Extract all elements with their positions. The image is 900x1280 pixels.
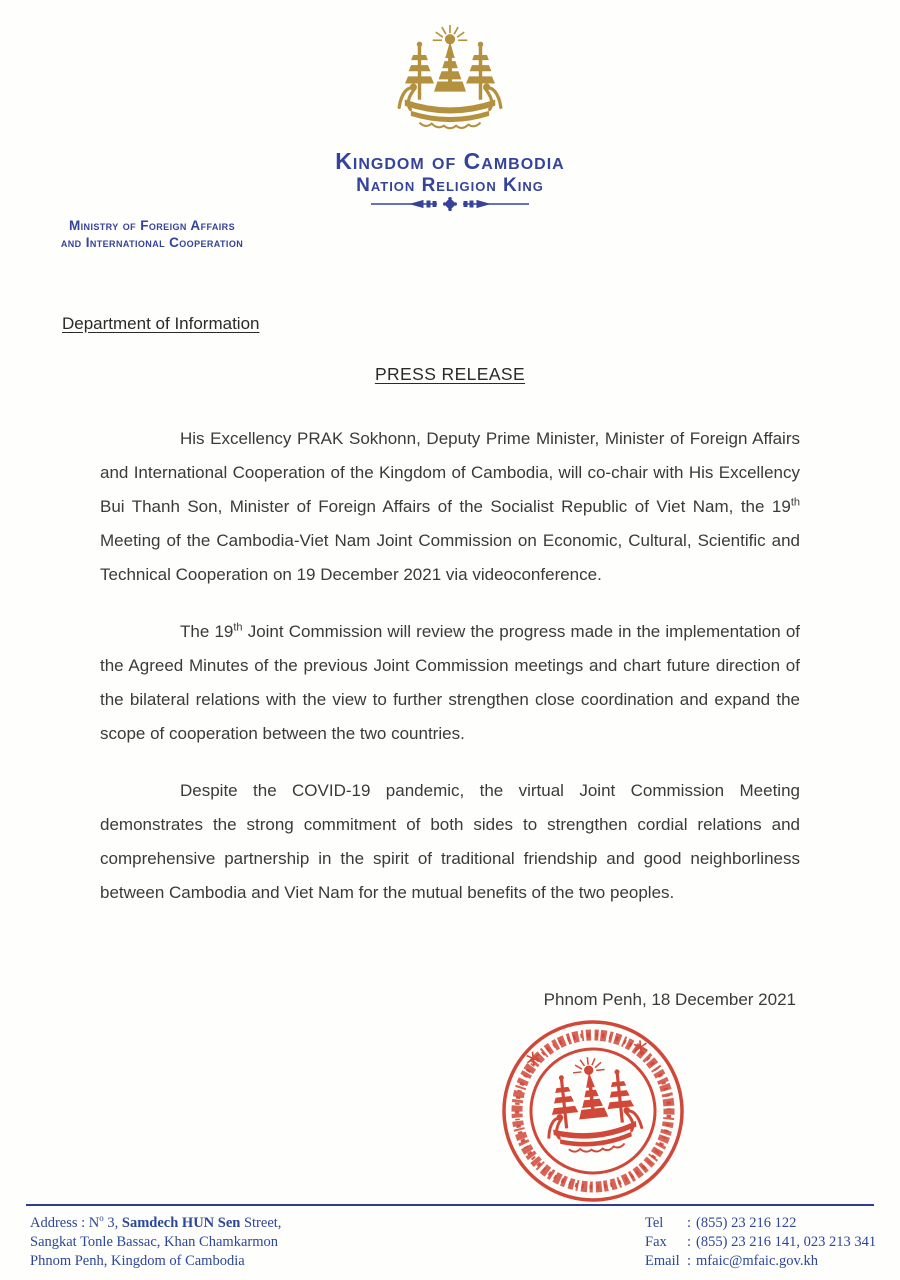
ministry-line-2: and International Cooperation xyxy=(60,235,244,250)
royal-arms-icon xyxy=(0,24,900,146)
contact-label: Email xyxy=(645,1253,680,1269)
contact-label: Fax xyxy=(645,1234,667,1250)
svg-text:*: * xyxy=(631,1034,651,1072)
contact-label: Tel xyxy=(645,1215,664,1231)
svg-text:*: * xyxy=(524,1046,544,1083)
press-release-title: PRESS RELEASE xyxy=(374,364,526,384)
ministry-line-1: Ministry of Foreign Affairs xyxy=(69,218,235,233)
contact-row xyxy=(645,1252,876,1271)
contact-value: (855) 23 216 141, 023 213 341 xyxy=(696,1234,877,1250)
paragraph: Despite the COVID-19 pandemic, the virtual Joint Commission Meeting demonstrates the strong commitment of both sides to strengthen cordial relations and comprehensive partnership in the spirit of traditional friendship and good neighborliness between Cambodia and Viet Nam for the mutual benefits of the two peoples. xyxy=(100,781,800,902)
dateline: Phnom Penh, 18 December 2021 xyxy=(543,990,796,1009)
paragraph: The 19th Joint Commission will review the progress made in the implementation of the Agreed Minutes of the previous Joint Commission meetings and chart future direction of the bilateral relations with the view to further strengthen close coordination and expand the scope of cooperation between the two countries. xyxy=(100,621,800,743)
contact-value: mfaic@mfaic.gov.kh xyxy=(696,1253,818,1269)
address-line: Phnom Penh, Kingdom of Cambodia xyxy=(30,1253,245,1269)
footer-address xyxy=(30,1214,281,1271)
ministry-name xyxy=(12,217,292,251)
contact-separator: : xyxy=(687,1234,692,1250)
contact-value: (855) 23 216 122 xyxy=(696,1215,797,1231)
department-heading: Department of Information xyxy=(62,314,260,333)
address-line: Address : $N^o$ 3, Samdech HUN Sen Street, xyxy=(30,1213,282,1231)
address-line: Sangkat Tonle Bassac, Khan Chamkarmon xyxy=(30,1234,278,1250)
paragraph: His Excellency PRAK Sokhonn, Deputy Prime Minister, Minister of Foreign Affairs and International Cooperation of the Kingdom of Cambodia, will co-chair with His Excellency Bui Thanh Son, Minister of Foreign Affairs of the Socialist Republic of Viet Nam, the 19th Meeting of the Cambodia-Viet Nam Joint Commission on Economic, Cultural, Scientific and Technical Cooperation on 19 December 2021 via videoconference. xyxy=(100,429,800,584)
ornament-divider-icon xyxy=(0,197,900,211)
contact-separator: : xyxy=(687,1215,692,1231)
ministry-red-seal-icon xyxy=(498,1016,688,1206)
contact-row xyxy=(645,1214,876,1233)
contact-row xyxy=(645,1233,876,1252)
motto-subtitle: Nation Religion King xyxy=(356,175,544,196)
kingdom-title: Kingdom of Cambodia xyxy=(335,148,565,174)
body-paragraphs xyxy=(100,422,800,933)
footer-divider xyxy=(26,1204,874,1206)
footer-contacts xyxy=(645,1214,876,1271)
contact-separator: : xyxy=(687,1253,692,1269)
